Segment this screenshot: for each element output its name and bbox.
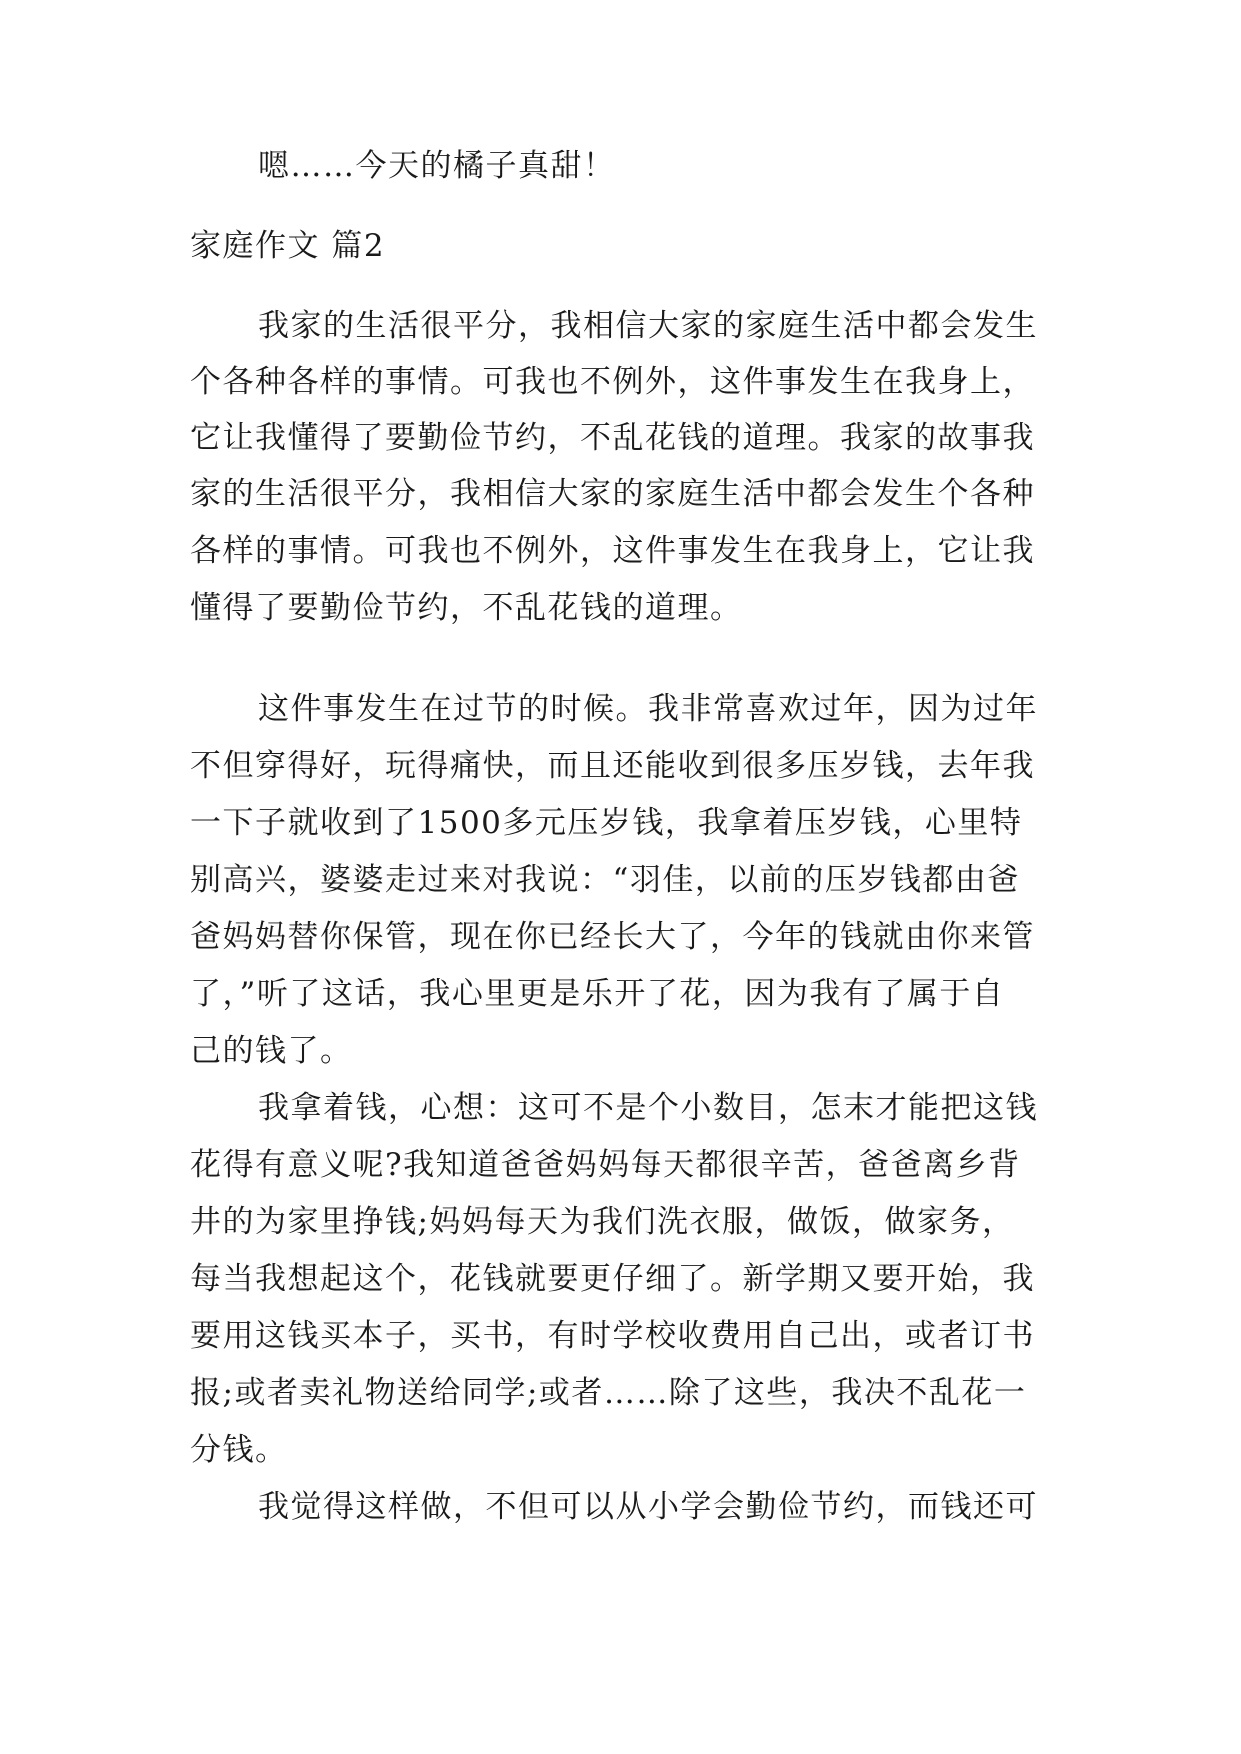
- paragraph-line: 分钱。: [190, 1432, 288, 1468]
- paragraph-line: 个各种各样的事情。可我也不例外，这件事发生在我身上，: [190, 364, 1035, 400]
- paragraph-line: 要用这钱买本子，买书，有时学校收费用自己出，或者订书: [190, 1318, 1035, 1354]
- paragraph-line: 爸妈妈替你保管，现在你已经长大了，今年的钱就由你来管: [190, 919, 1035, 955]
- paragraph-line: 各样的事情。可我也不例外，这件事发生在我身上，它让我: [190, 533, 1035, 569]
- paragraph-line: 我觉得这样做，不但可以从小学会勤俭节约，而钱还可: [258, 1489, 1038, 1525]
- paragraph-line: 家的生活很平分，我相信大家的家庭生活中都会发生个各种: [190, 476, 1035, 512]
- paragraph-line: 井的为家里挣钱;妈妈每天为我们洗衣服，做饭，做家务，: [190, 1204, 1015, 1240]
- paragraph-line: 嗯……今天的橘子真甜！: [258, 148, 616, 184]
- paragraph-line: 花得有意义呢?我知道爸爸妈妈每天都很辛苦，爸爸离乡背: [190, 1147, 1021, 1183]
- paragraph-line: 了，”听了这话，我心里更是乐开了花，因为我有了属于自: [190, 976, 1005, 1012]
- paragraph-line: 己的钱了。: [190, 1033, 353, 1069]
- paragraph-line: 我拿着钱，心想：这可不是个小数目，怎末才能把这钱: [258, 1090, 1038, 1126]
- paragraph-line: 别高兴，婆婆走过来对我说：“羽佳，以前的压岁钱都由爸: [190, 862, 1020, 898]
- paragraph-line: 每当我想起这个，花钱就要更仔细了。新学期又要开始，我: [190, 1261, 1035, 1297]
- paragraph-line: 不但穿得好，玩得痛快，而且还能收到很多压岁钱，去年我: [190, 748, 1035, 784]
- paragraph-line: 一下子就收到了1500多元压岁钱，我拿着压岁钱，心里特: [190, 805, 1023, 841]
- paragraph-line: 我家的生活很平分，我相信大家的家庭生活中都会发生: [258, 308, 1038, 344]
- paragraph-line: 它让我懂得了要勤俭节约，不乱花钱的道理。我家的故事我: [190, 420, 1035, 456]
- paragraph-line: 报;或者卖礼物送给同学;或者……除了这些，我决不乱花一: [190, 1375, 1027, 1411]
- paragraph-line: 懂得了要勤俭节约，不乱花钱的道理。: [190, 590, 743, 626]
- paragraph-line: 这件事发生在过节的时候。我非常喜欢过年，因为过年: [258, 691, 1038, 727]
- section-heading: 家庭作文 篇2: [190, 228, 386, 264]
